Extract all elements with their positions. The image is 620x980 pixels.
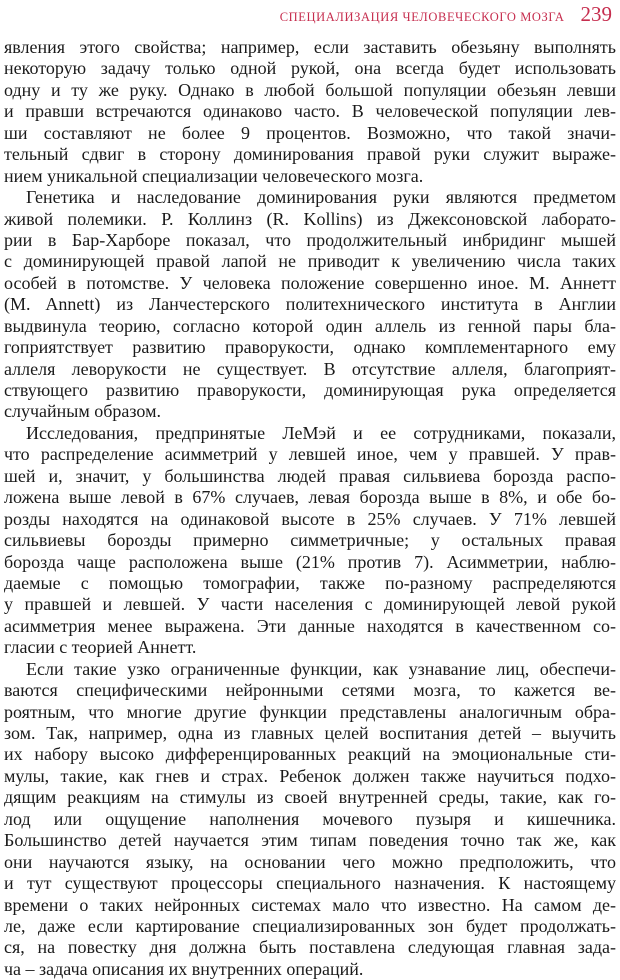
text-line: шей и, значит, у большинства людей правая сильвиева борозда распо- xyxy=(4,465,616,486)
text-line: случайным образом. xyxy=(4,401,161,422)
text-line: аллеля леворукости не существует. В отсутствие аллеля, благоприят- xyxy=(4,358,616,379)
text-line: и правши встречаются одинаково часто. В человеческой популяции лев- xyxy=(4,101,616,122)
body-text xyxy=(4,37,616,980)
text-line: с доминирующей правой лапой не приводит к увеличению числа таких xyxy=(4,251,616,272)
text-line: гоприятствует развитию праворукости, однако комплементарного ему xyxy=(4,337,616,358)
text-line: асимметрия менее выражена. Эти данные находятся в качественном со- xyxy=(4,615,616,636)
page-number: 239 xyxy=(580,2,612,26)
text-line: ваются специфическими нейронными сетями мозга, то кажется ве- xyxy=(4,680,616,701)
text-line: одну и ту же руку. Однако в любой большой популяции обезьян левши xyxy=(4,79,616,100)
running-title: СПЕЦИАЛИЗАЦИЯ ЧЕЛОВЕЧЕСКОГО МОЗГА xyxy=(279,10,565,24)
text-line: Если такие узко ограниченные функции, как узнавание лиц, обеспечи- xyxy=(26,658,616,679)
text-line: борозда чаще расположена выше (21% против 7). Асимметрии, наблю- xyxy=(4,551,616,572)
text-line: времени о таких нейронных системах мало что известно. На самом де- xyxy=(4,894,616,915)
text-line: Исследования, предпринятые ЛеМэй и ее сотрудниками, показали, xyxy=(26,422,616,443)
text-line: мулы, такие, как гнев и страх. Ребенок должен также научиться подхо- xyxy=(4,765,616,786)
text-line: они научаются языку, на основании чего можно предположить, что xyxy=(4,851,616,872)
text-line: и тут существуют процессоры специального назначения. К настоящему xyxy=(4,873,616,894)
text-line: сильвиевы борозды примерно симметричные; у остальных правая xyxy=(4,530,616,551)
text-line: явления этого свойства; например, если заставить обезьяну выполнять xyxy=(4,37,616,57)
text-line: живой полемики. Р. Коллинз (R. Kollins) из Джексоновской лаборато- xyxy=(4,208,616,229)
paragraph xyxy=(4,659,616,980)
text-line: тельный сдвиг в сторону доминирования правой руки служит выраже- xyxy=(4,144,616,165)
running-head xyxy=(280,2,612,32)
text-line: у правшей и левшей. У части населения с доминирующей левой рукой xyxy=(4,594,616,615)
text-line: роятным, что многие другие функции представлены аналогичным обра- xyxy=(4,701,616,722)
text-line: что распределение асимметрий у левшей иное, чем у правшей. У прав- xyxy=(4,444,616,465)
text-line: ложена выше левой в 67% случаев, левая борозда выше в 8%, и обе бо- xyxy=(4,487,616,508)
text-line: гласии с теорией Аннетт. xyxy=(4,637,197,658)
text-line: ся, на повестку дня должна быть поставлена следующая главная зада- xyxy=(4,937,616,958)
paragraph xyxy=(4,37,616,187)
paragraph xyxy=(4,187,616,423)
text-line: ле, даже если картирование специализированных зон будет продолжать- xyxy=(4,915,616,936)
text-line: рии в Бар-Харборе показал, что продолжительный инбридинг мышей xyxy=(4,229,616,250)
paragraph xyxy=(4,423,616,659)
text-line: розды находятся на одинаковой высоте в 25% случаев. У 71% левшей xyxy=(4,508,616,529)
text-line: выдвинула теорию, согласно которой один аллель из генной пары бла- xyxy=(4,315,616,336)
text-line: лод или ощущение наполнения мочевого пузыря и кишечника. xyxy=(4,808,616,829)
text-line: их набору высоко дифференцированных реакций на эмоциональные сти- xyxy=(4,744,616,765)
text-line: дящим реакциям на стимулы из своей внутренней среды, такие, как го- xyxy=(4,787,616,808)
text-line: ши составляют не более 9 процентов. Возможно, что такой значи- xyxy=(4,122,616,143)
text-line: некоторую задачу только одной рукой, она всегда будет использовать xyxy=(4,58,616,79)
text-line: (M. Annett) из Ланчестерского политехнического института в Англии xyxy=(4,294,616,315)
text-line: даемые с помощью томографии, также по-разному распределяются xyxy=(4,572,616,593)
text-line: ствующего развитию праворукости, доминирующая рука определяется xyxy=(4,380,616,400)
text-line: ча – задача описания их внутренних операций. xyxy=(4,958,364,979)
text-line: Генетика и наследование доминирования руки являются предметом xyxy=(26,187,616,208)
text-line: зом. Так, например, одна из главных целей воспитания детей – выучить xyxy=(4,723,616,743)
text-line: нием уникальной специализации человеческого мозга. xyxy=(4,165,424,186)
text-line: Большинство детей научается этим типам поведения точно так же, как xyxy=(4,830,616,851)
text-line: особей в потомстве. У человека положение совершенно иное. М. Аннетт xyxy=(4,272,616,293)
